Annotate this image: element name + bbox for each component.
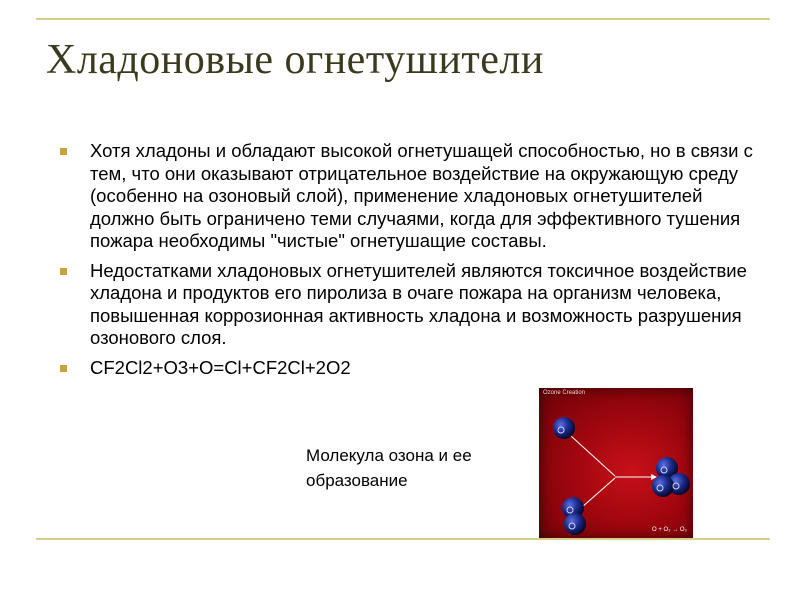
figure-caption: Молекула озона и ее образование (306, 446, 472, 490)
figure-equation: O + O₂ → O₃ (652, 527, 687, 533)
arrow-line-bottom (581, 478, 615, 508)
square-bullet-icon (60, 268, 67, 275)
oxygen-atom-icon (553, 417, 575, 439)
bullet-text: Недостатками хладоновых огнетушителей являются токсичное воздействие хладона и продуктов его пиролиза в очаге пожара на организм человека, повышенная коррозионная активность хладона и возможность разрушения озонового слоя. (90, 259, 747, 348)
bullet-item (60, 140, 760, 253)
top-divider (36, 18, 770, 20)
bullet-list (60, 140, 760, 386)
ozone-molecule-icon (652, 457, 690, 497)
bottom-divider (36, 538, 770, 540)
square-bullet-icon (60, 148, 67, 155)
oxygen-molecule-icon (562, 497, 586, 535)
arrow-line-top (571, 436, 615, 476)
bullet-item (60, 357, 760, 380)
bullet-item (60, 260, 760, 350)
bullet-text: CF2Cl2+O3+O=Cl+CF2Cl+2O2 (90, 356, 351, 378)
square-bullet-icon (60, 365, 67, 372)
bullet-text: Хотя хладоны и обладают высокой огнетушащей способностью, но в связи с тем, что они оказывают отрицательное воздействие на окружающую среду (особенно на озоновый слой), применение хладоновых огнетушителей должно быть ограничено теми случаями, когда для эффективного тушения пожара необходимы "чистые" огнетушащие составы. (90, 140, 753, 251)
ozone-diagram (539, 388, 693, 539)
figure-title: Ozone Creation (543, 390, 586, 396)
ozone-creation-figure (539, 388, 693, 539)
slide-title: Хладоновые огнетушители (46, 37, 544, 83)
